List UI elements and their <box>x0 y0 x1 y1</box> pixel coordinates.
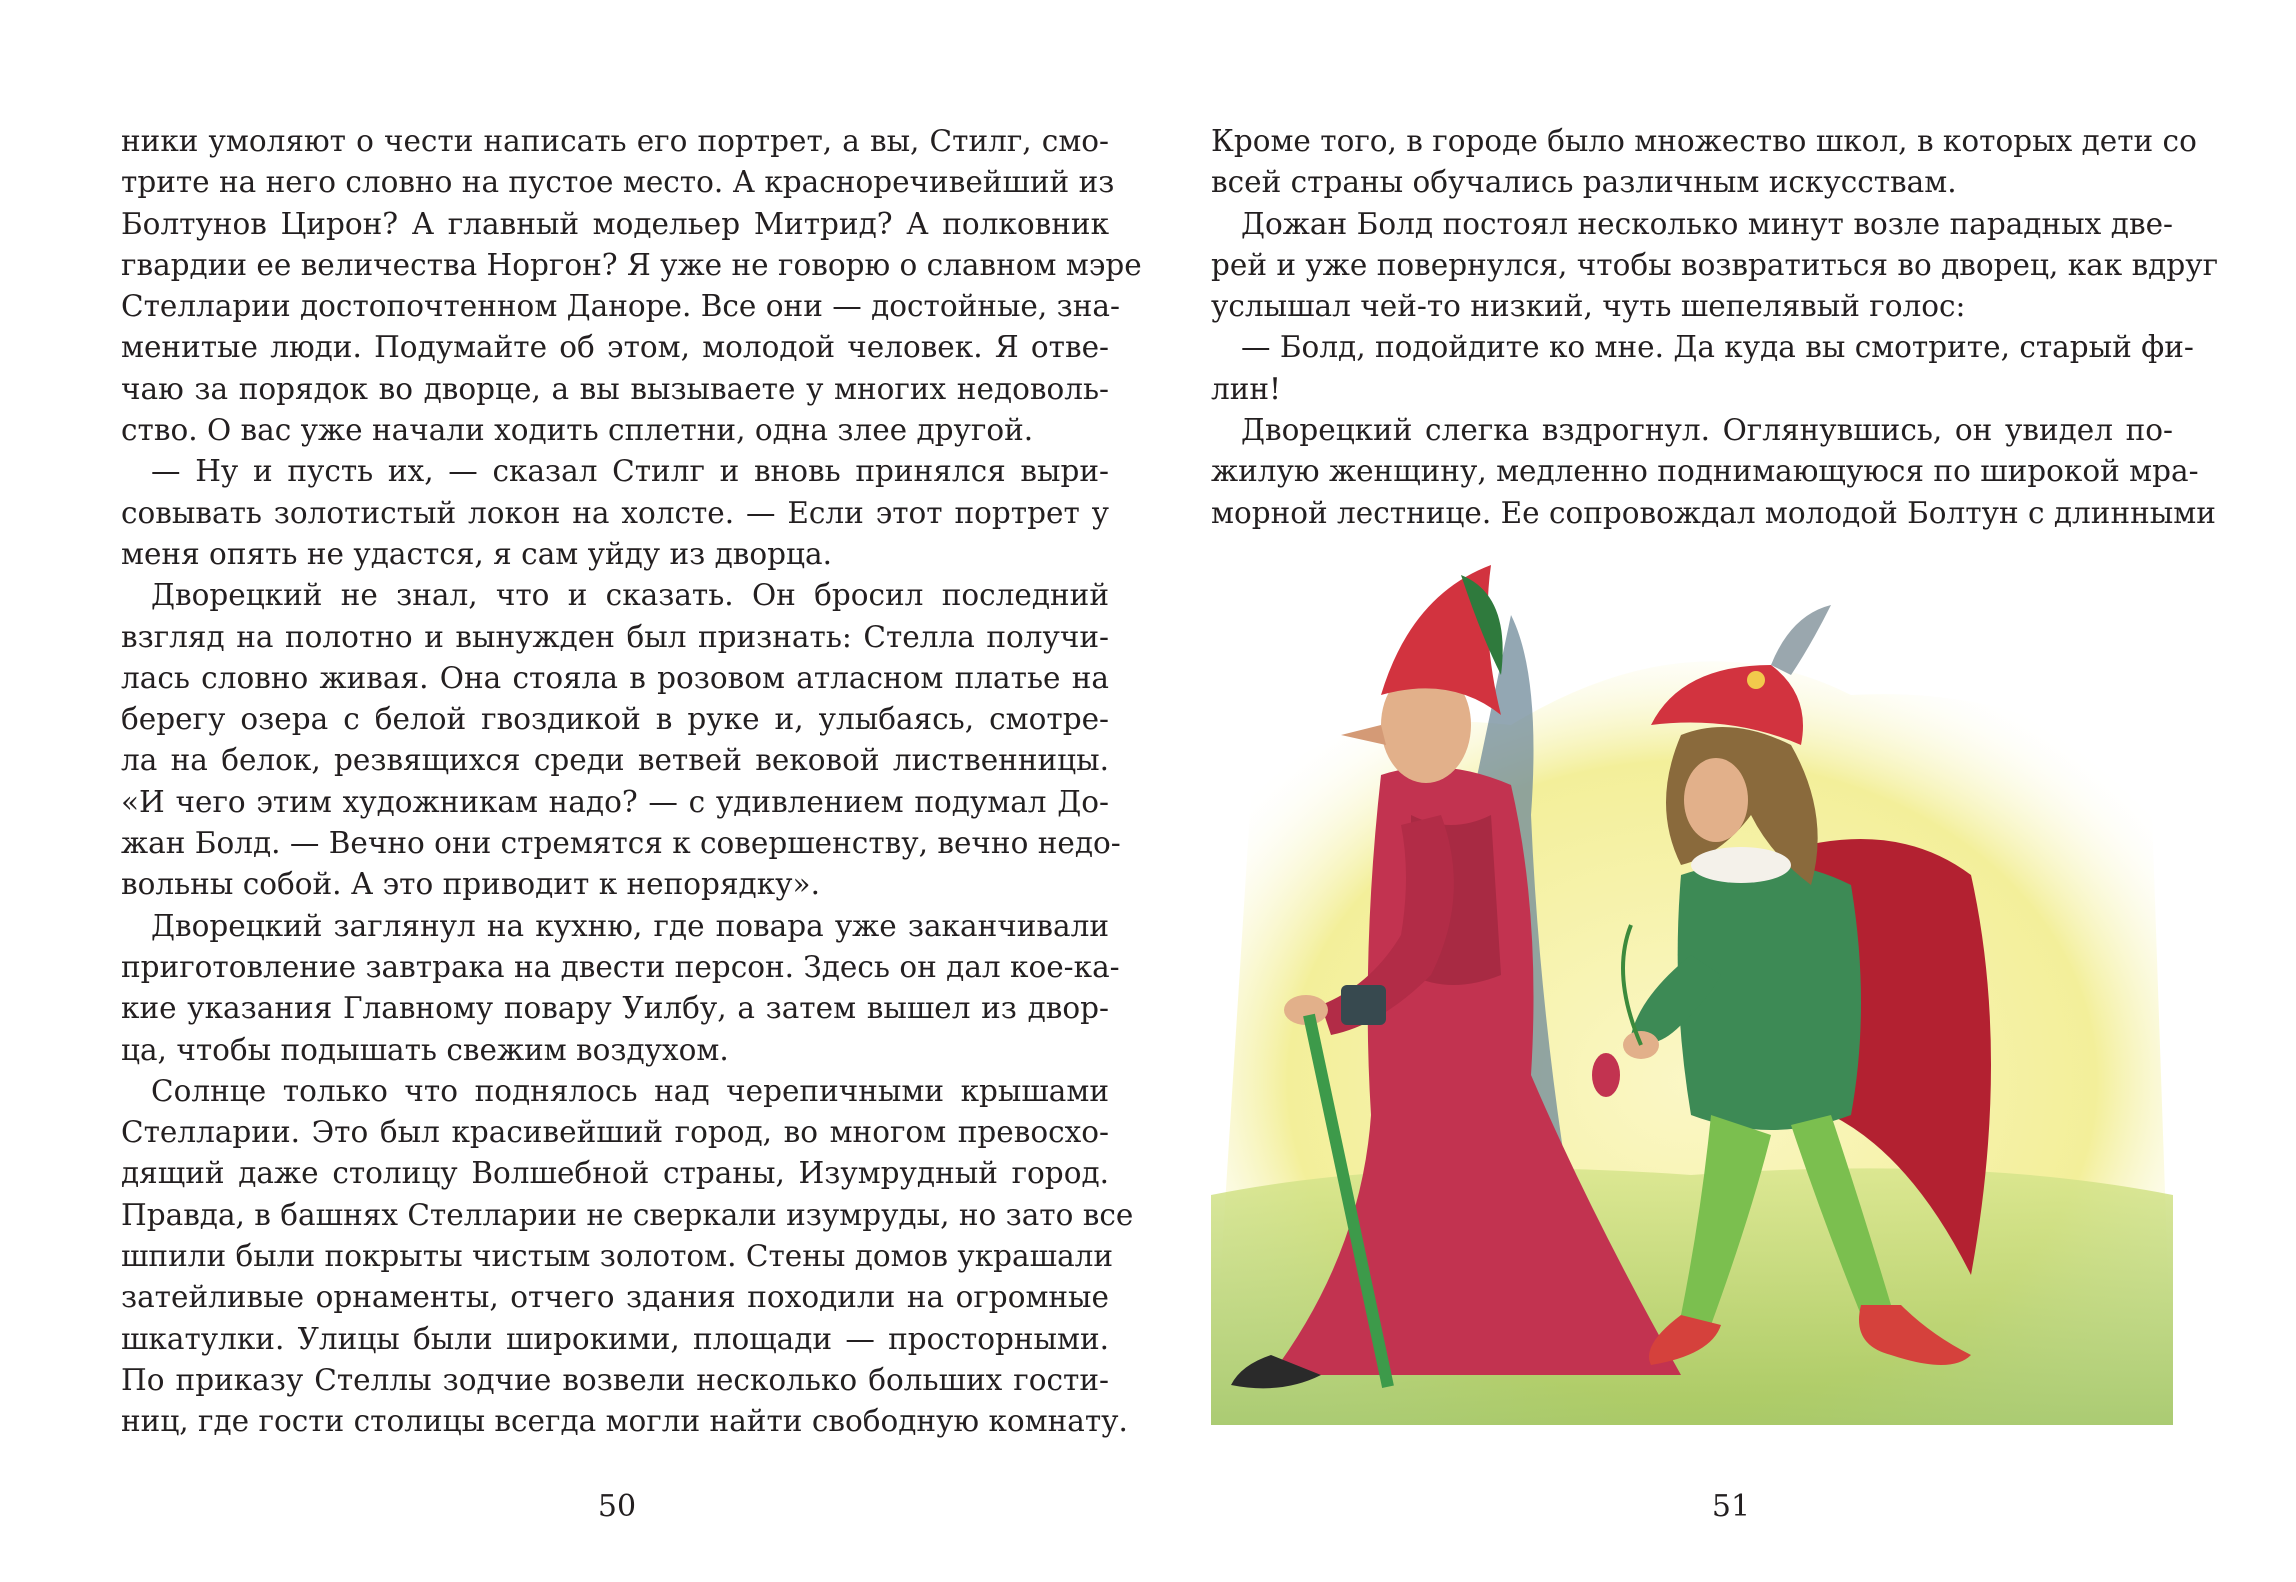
text-line: лась словно живая. Она стояла в розовом атласном платье на <box>121 660 1109 695</box>
text-line: менитые люди. Подумайте об этом, молодой человек. Я отве- <box>121 330 1109 365</box>
illustration <box>1211 555 2173 1425</box>
text-line: жилую женщину, медленно поднимающуюся по широкой мра- <box>1211 454 2199 489</box>
text-line: лин! <box>1211 371 1281 406</box>
text-line: затейливые орнаменты, отчего здания походили на огромные <box>121 1280 1109 1315</box>
text-line: шкатулки. Улицы были широкими, площади — просторными. <box>121 1321 1109 1356</box>
text-line: гвардии ее величества Норгон? Я уже не говорю о славном мэре <box>121 247 1142 282</box>
text-line: Дожан Болд постоял несколько минут возле парадных две- <box>1241 206 2173 241</box>
text-line: услышал чей-то низкий, чуть шепелявый голос: <box>1211 289 1966 324</box>
illustration-old-woman-and-young-man-icon <box>1211 555 2173 1425</box>
text-line: вольны собой. А это приводит к непорядку». <box>121 867 820 902</box>
text-line: Дворецкий заглянул на кухню, где повара уже заканчивали <box>151 908 1109 943</box>
right-page <box>1148 0 2296 1582</box>
text-line: ники умоляют о чести написать его портрет, а вы, Стилг, смо- <box>121 124 1109 158</box>
text-line: ство. О вас уже начали ходить сплетни, одна злее другой. <box>121 413 1034 448</box>
page-number-right: 51 <box>1711 1489 1751 1524</box>
text-line: Стелларии. Это был красивейший город, во многом превосхо- <box>121 1115 1109 1150</box>
text-line: «И чего этим художникам надо? — с удивлением подумал До- <box>121 784 1109 819</box>
right-page-text <box>1211 121 2219 534</box>
text-line: морной лестнице. Ее сопровождал молодой Болтун с длинными <box>1211 495 2216 530</box>
text-line: — Ну и пусть их, — сказал Стилг и вновь принялся выри- <box>151 454 1109 489</box>
text-line: По приказу Стеллы зодчие возвели несколько больших гости- <box>121 1362 1109 1397</box>
text-line: приготовление завтрака на двести персон. Здесь он дал кое-ка- <box>121 949 1120 984</box>
page-number-left: 50 <box>597 1489 637 1524</box>
text-line: Болтунов Цирон? А главный модельер Митрид? А полковник <box>121 206 1109 241</box>
text-line: берегу озера с белой гвоздикой в руке и, улыбаясь, смотре- <box>121 702 1109 737</box>
text-line: совывать золотистый локон на холсте. — Если этот портрет у <box>121 495 1109 530</box>
text-line: Дворецкий не знал, что и сказать. Он бросил последний <box>151 578 1109 613</box>
text-line: Стелларии достопочтенном Даноре. Все они — достойные, зна- <box>121 289 1120 324</box>
text-line: Дворецкий слегка вздрогнул. Оглянувшись, он увидел по- <box>1241 413 2173 448</box>
text-line: — Болд, подойдите ко мне. Да куда вы смотрите, старый фи- <box>1241 330 2194 365</box>
text-line: ла на белок, резвящихся среди ветвей вековой лиственницы. <box>121 743 1109 778</box>
text-line: Кроме того, в городе было множество школ, в которых дети со <box>1211 124 2197 158</box>
text-line: кие указания Главному повару Уилбу, а затем вышел из двор- <box>121 991 1109 1026</box>
text-line: жан Болд. — Вечно они стремятся к совершенству, вечно недо- <box>121 826 1121 861</box>
text-line: рей и уже повернулся, чтобы возвратиться во дворец, как вдруг <box>1211 247 2219 282</box>
text-line: меня опять не удастся, я сам уйду из дворца. <box>121 536 832 571</box>
text-line: ца, чтобы подышать свежим воздухом. <box>121 1032 729 1067</box>
text-line: чаю за порядок во дворце, а вы вызываете у многих недоволь- <box>121 371 1109 406</box>
left-page-text <box>121 121 1142 1443</box>
text-line: всей страны обучались различным искусствам. <box>1211 165 1957 200</box>
text-line: трите на него словно на пустое место. А красноречивейший из <box>121 165 1115 200</box>
text-line: взгляд на полотно и вынужден был признать: Стелла получи- <box>121 619 1109 654</box>
text-line: Солнце только что поднялось над черепичными крышами <box>151 1073 1109 1108</box>
text-line: шпили были покрыты чистым золотом. Стены домов украшали <box>121 1239 1114 1274</box>
text-line: дящий даже столицу Волшебной страны, Изумрудный город. <box>121 1156 1109 1191</box>
text-line: ниц, где гости столицы всегда могли найти свободную комнату. <box>121 1404 1128 1439</box>
text-line: Правда, в башнях Стелларии не сверкали изумруды, но зато все <box>121 1197 1134 1232</box>
